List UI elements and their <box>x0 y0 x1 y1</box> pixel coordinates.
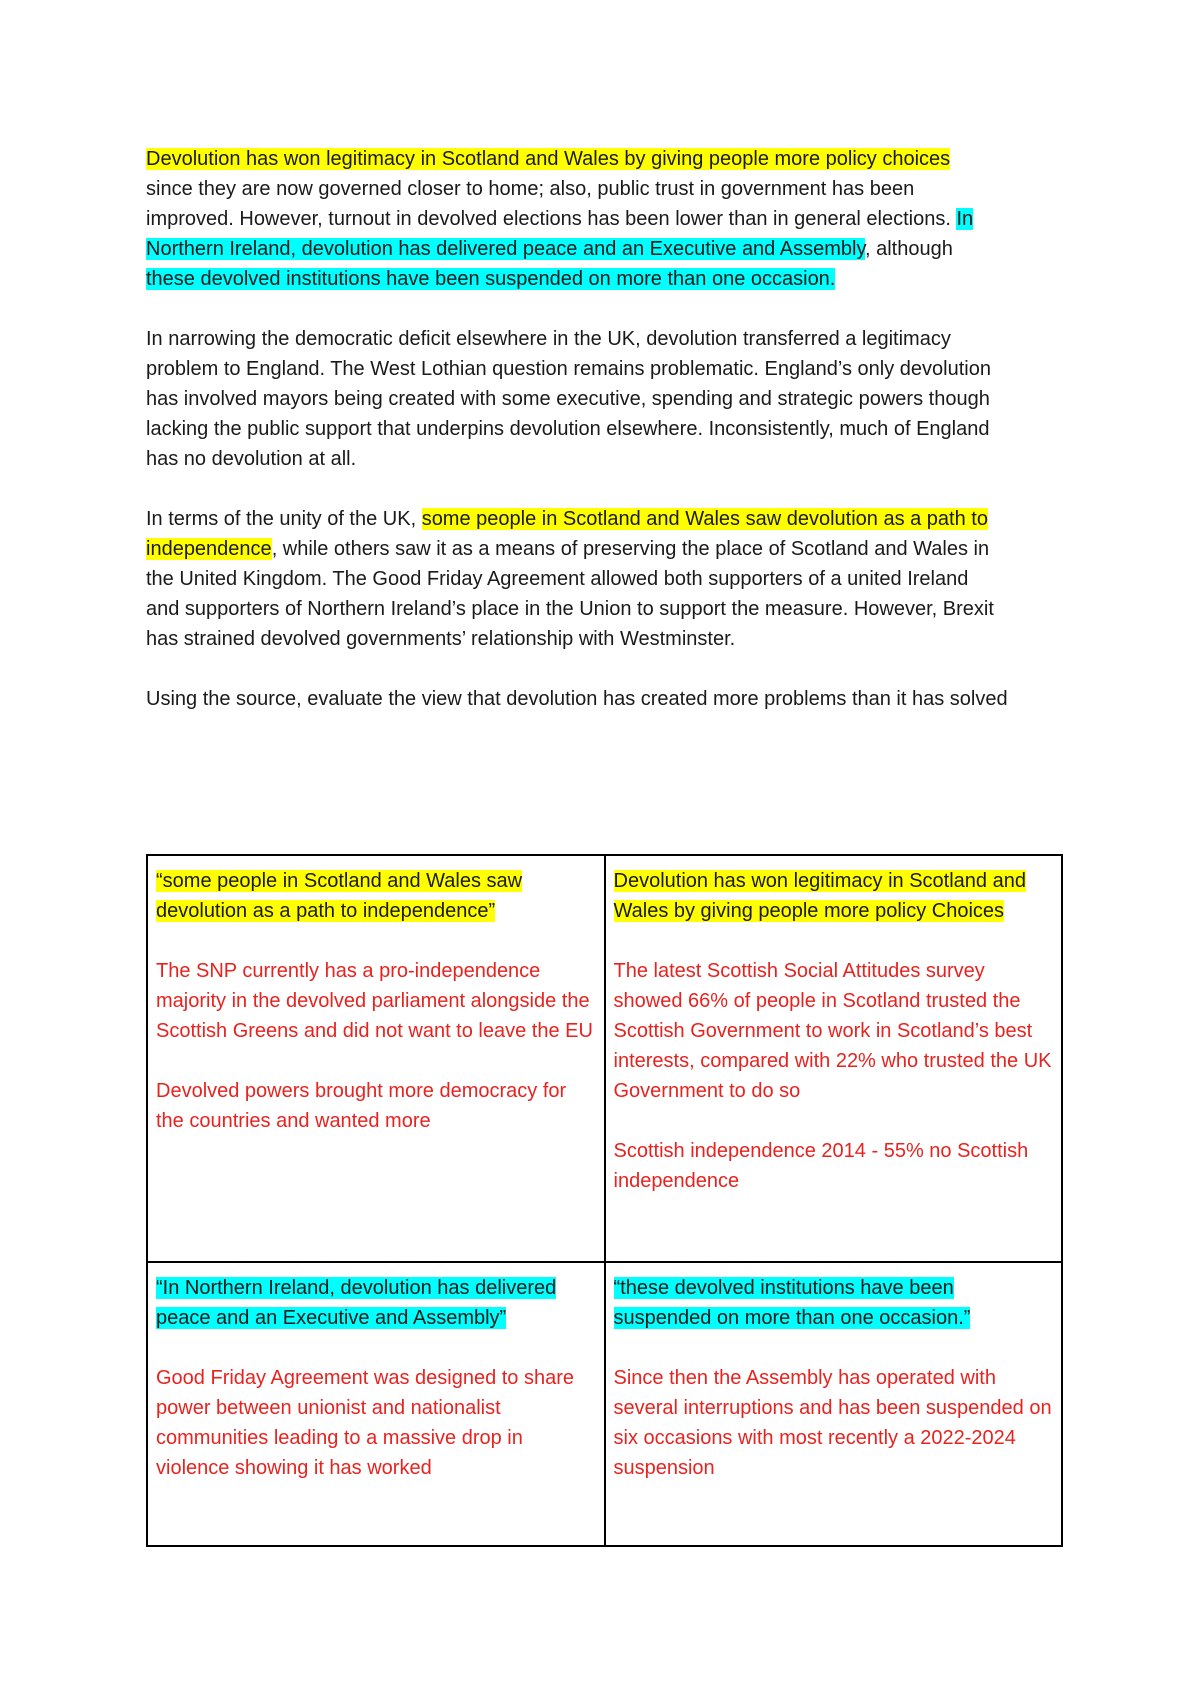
quote-legitimacy: Devolution has won legitimacy in Scotland and Wales by giving people more policy Choices <box>613 870 1026 922</box>
cell-bottom-left <box>147 1262 605 1546</box>
note-suspensions: Since then the Assembly has operated with several interruptions and has been suspended on six occasions with most recently a 2022-2024 suspension <box>613 1367 1052 1479</box>
text-span: In terms of the unity of the UK, <box>146 508 422 530</box>
text-span: , although <box>864 238 953 260</box>
note-good-friday: Good Friday Agreement was designed to share power between unionist and nationalist communities leading to a massive drop in violence showing it has worked <box>156 1367 575 1479</box>
source-paragraph-3 <box>146 504 996 654</box>
evidence-table <box>146 854 1063 1547</box>
quote-suspended: “these devolved institutions have been suspended on more than one occasion.” <box>613 1277 971 1329</box>
source-paragraph-2: In narrowing the democratic deficit elsewhere in the UK, devolution transferred a legitimacy problem to England. The West Lothian question remains problematic. England’s only devolution has involved mayors being created with some executive, spending and strategic powers though lacking the public support that underpins devolution elsewhere. Inconsistently, much of England has no devolution at all. <box>146 328 991 470</box>
quote-independence: “some people in Scotland and Wales saw devolution as a path to independence” <box>156 870 523 922</box>
question-text: Using the source, evaluate the view that devolution has created more problems than it has solved <box>146 688 1008 710</box>
table-row <box>147 1262 1062 1546</box>
note-survey: The latest Scottish Social Attitudes survey showed 66% of people in Scotland trusted the Scottish Government to work in Scotland’s best interests, compared with 22% who trusted the UK Government to do so <box>613 960 1052 1102</box>
highlight-northern-ireland: In Northern Ireland, devolution has delivered peace and an Executive and Assembly <box>146 208 974 260</box>
note-democracy: Devolved powers brought more democracy for the countries and wanted more <box>156 1080 567 1132</box>
text-span: , while others saw it as a means of preserving the place of Scotland and Wales in the United Kingdom. The Good Friday Agreement allowed both supporters of a united Ireland and supporters of Northern Ireland’s place in the Union to support the measure. However, Brexit has strained devolved governments’ relationship with Westminster. <box>146 538 994 650</box>
highlight-independence: some people in Scotland and Wales saw devolution as a path to independence <box>146 508 988 560</box>
highlight-suspended: these devolved institutions have been suspended on more than one occasion. <box>146 268 836 290</box>
note-snp: The SNP currently has a pro-independence majority in the devolved parliament alongside the Scottish Greens and did not want to leave the EU <box>156 960 593 1042</box>
table-row <box>147 855 1062 1262</box>
source-text <box>146 144 1066 744</box>
cell-bottom-right <box>605 1262 1063 1546</box>
highlight-legitimacy: Devolution has won legitimacy in Scotland and Wales by giving people more policy choices <box>146 148 951 170</box>
quote-northern-ireland: “In Northern Ireland, devolution has delivered peace and an Executive and Assembly” <box>156 1277 557 1329</box>
note-referendum: Scottish independence 2014 - 55% no Scottish independence <box>613 1140 1029 1192</box>
text-span: since they are now governed closer to home; also, public trust in government has been improved. However, turnout in devolved elections has been lower than in general elections. <box>146 178 957 230</box>
cell-top-right <box>605 855 1063 1262</box>
source-paragraph-1 <box>146 144 996 294</box>
cell-top-left <box>147 855 605 1262</box>
